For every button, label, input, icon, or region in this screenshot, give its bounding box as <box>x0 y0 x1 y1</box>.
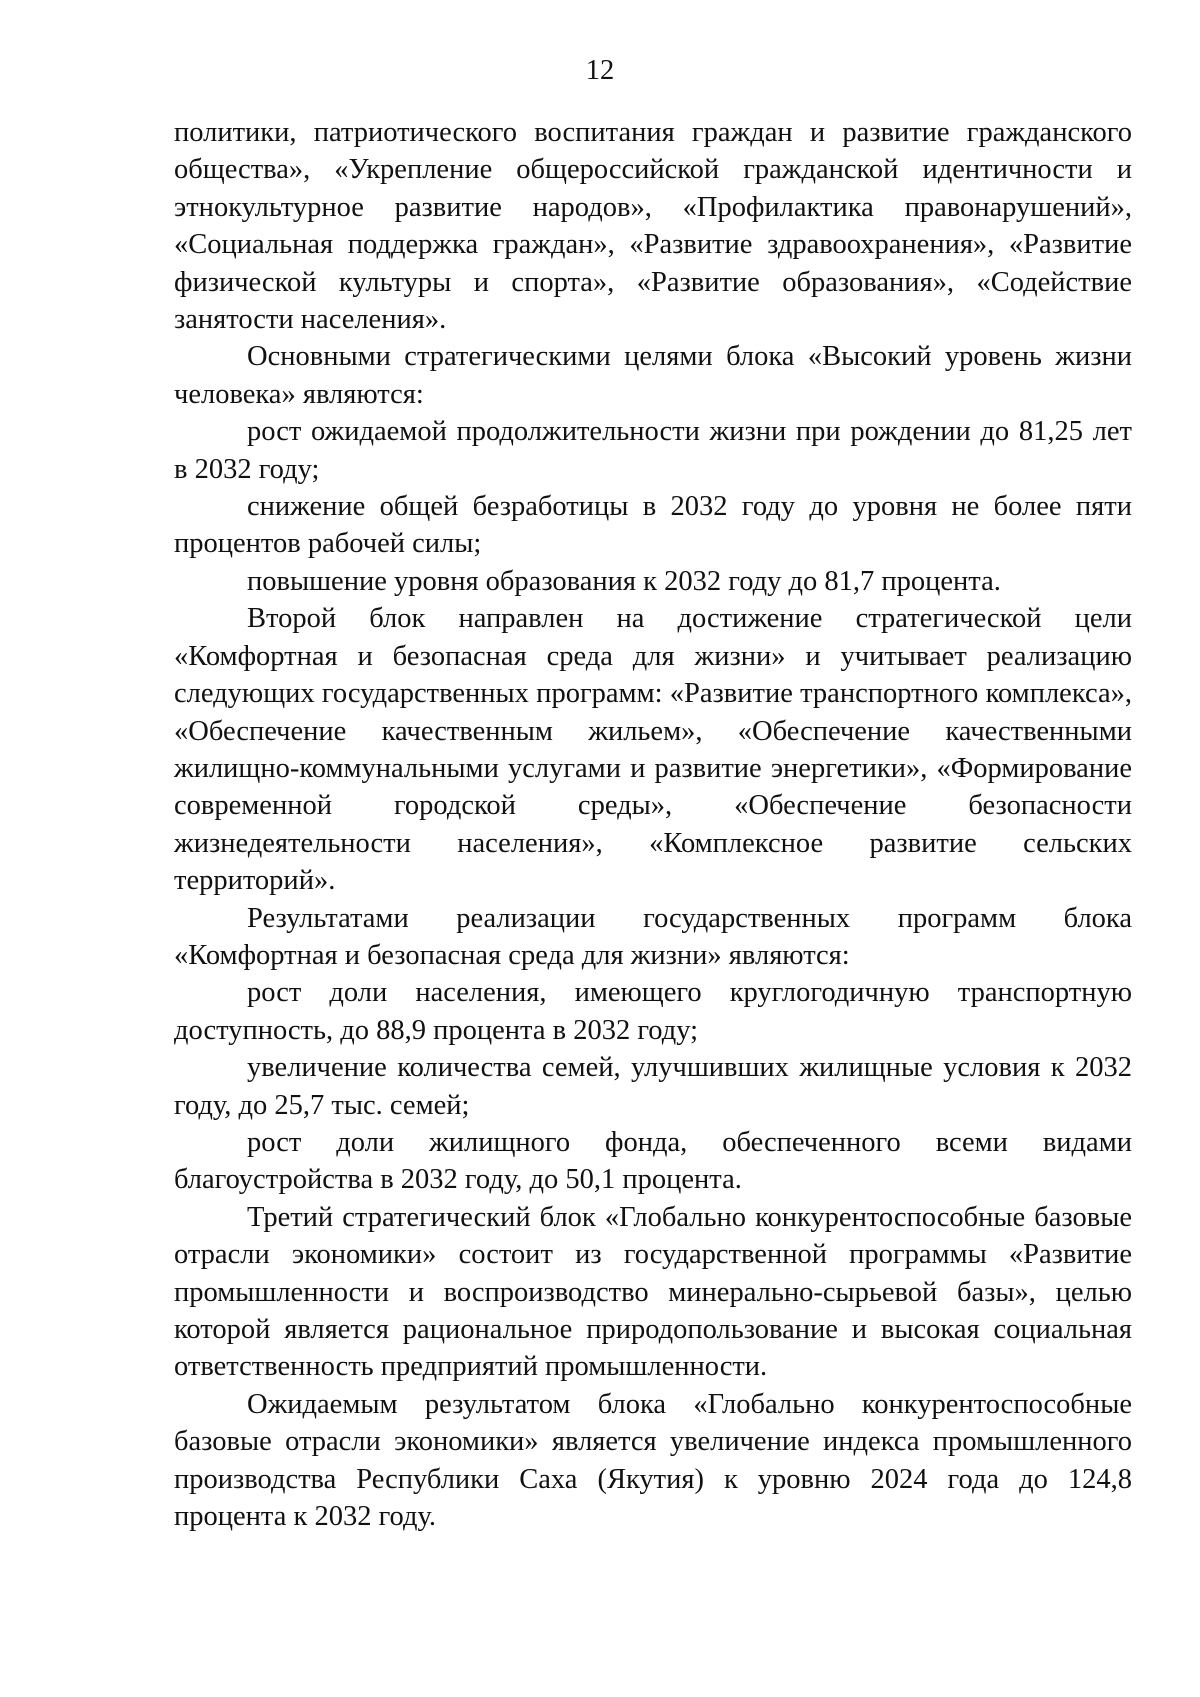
paragraph-goal-life-expectancy: рост ожидаемой продолжительности жизни при рождении до 81,25 лет в 2032 году; <box>174 416 1132 485</box>
paragraph-result-transport: рост доли населения, имеющего круглогодичную транспортную доступность, до 88,9 процента в 2032 году; <box>174 977 1132 1046</box>
paragraph-goal-unemployment: снижение общей безработицы в 2032 году до уровня не более пяти процентов рабочей силы; <box>174 491 1132 560</box>
paragraph-second-block: Второй блок направлен на достижение стратегической цели «Комфортная и безопасная среда для жизни» и учитывает реализацию следующих государственных программ: «Развитие транспортного комплекса», «Обеспечение качественным жильем», «Обеспечение качественными жилищно-коммунальными услугами и развитие энергетики», «Формирование современной городской среды», «Обеспечение безопасности жизнедеятельности населения», «Комплексное развитие сельских территорий». <box>174 603 1132 897</box>
document-body <box>174 114 1132 1535</box>
paragraph-third-block-result: Ожидаемым результатом блока «Глобально конкурентоспособные базовые отрасли экономики» является увеличение индекса промышленного производства Республики Саха (Якутия) к уровню 2024 года до 124,8 процента к 2032 году. <box>174 1388 1132 1533</box>
paragraph-result-amenities: рост доли жилищного фонда, обеспеченного всеми видами благоустройства в 2032 году, до 50,1 процента. <box>174 1126 1132 1196</box>
paragraph-third-block: Третий стратегический блок «Глобально конкурентоспособные базовые отрасли экономики» состоит из государственной программы «Развитие промышленности и воспроизводство минерально-сырьевой базы», целью которой является рациональное природопользование и высокая социальная ответственность предприятий промышленности. <box>174 1201 1132 1383</box>
page-number: 12 <box>585 55 615 86</box>
paragraph-result-housing: увеличение количества семей, улучшивших жилищные условия к 2032 году, до 25,7 тыс. семей; <box>174 1052 1132 1121</box>
paragraph-goals-intro: Основными стратегическими целями блока «Высокий уровень жизни человека» являются: <box>174 341 1132 410</box>
paragraph-second-block-results: Результатами реализации государственных программ блока «Комфортная и безопасная среда для жизни» являются: <box>174 902 1132 971</box>
paragraph-programs-continued: политики, патриотического воспитания граждан и развитие гражданского общества», «Укрепление общероссийской гражданской идентичности и этнокультурное развитие народов», «Профилактика правонарушений», «Социальная поддержка граждан», «Развитие здравоохранения», «Развитие физической культуры и спорта», «Развитие образования», «Содействие занятости населения». <box>174 117 1132 336</box>
paragraph-goal-education: повышение уровня образования к 2032 году до 81,7 процента. <box>247 565 1001 597</box>
